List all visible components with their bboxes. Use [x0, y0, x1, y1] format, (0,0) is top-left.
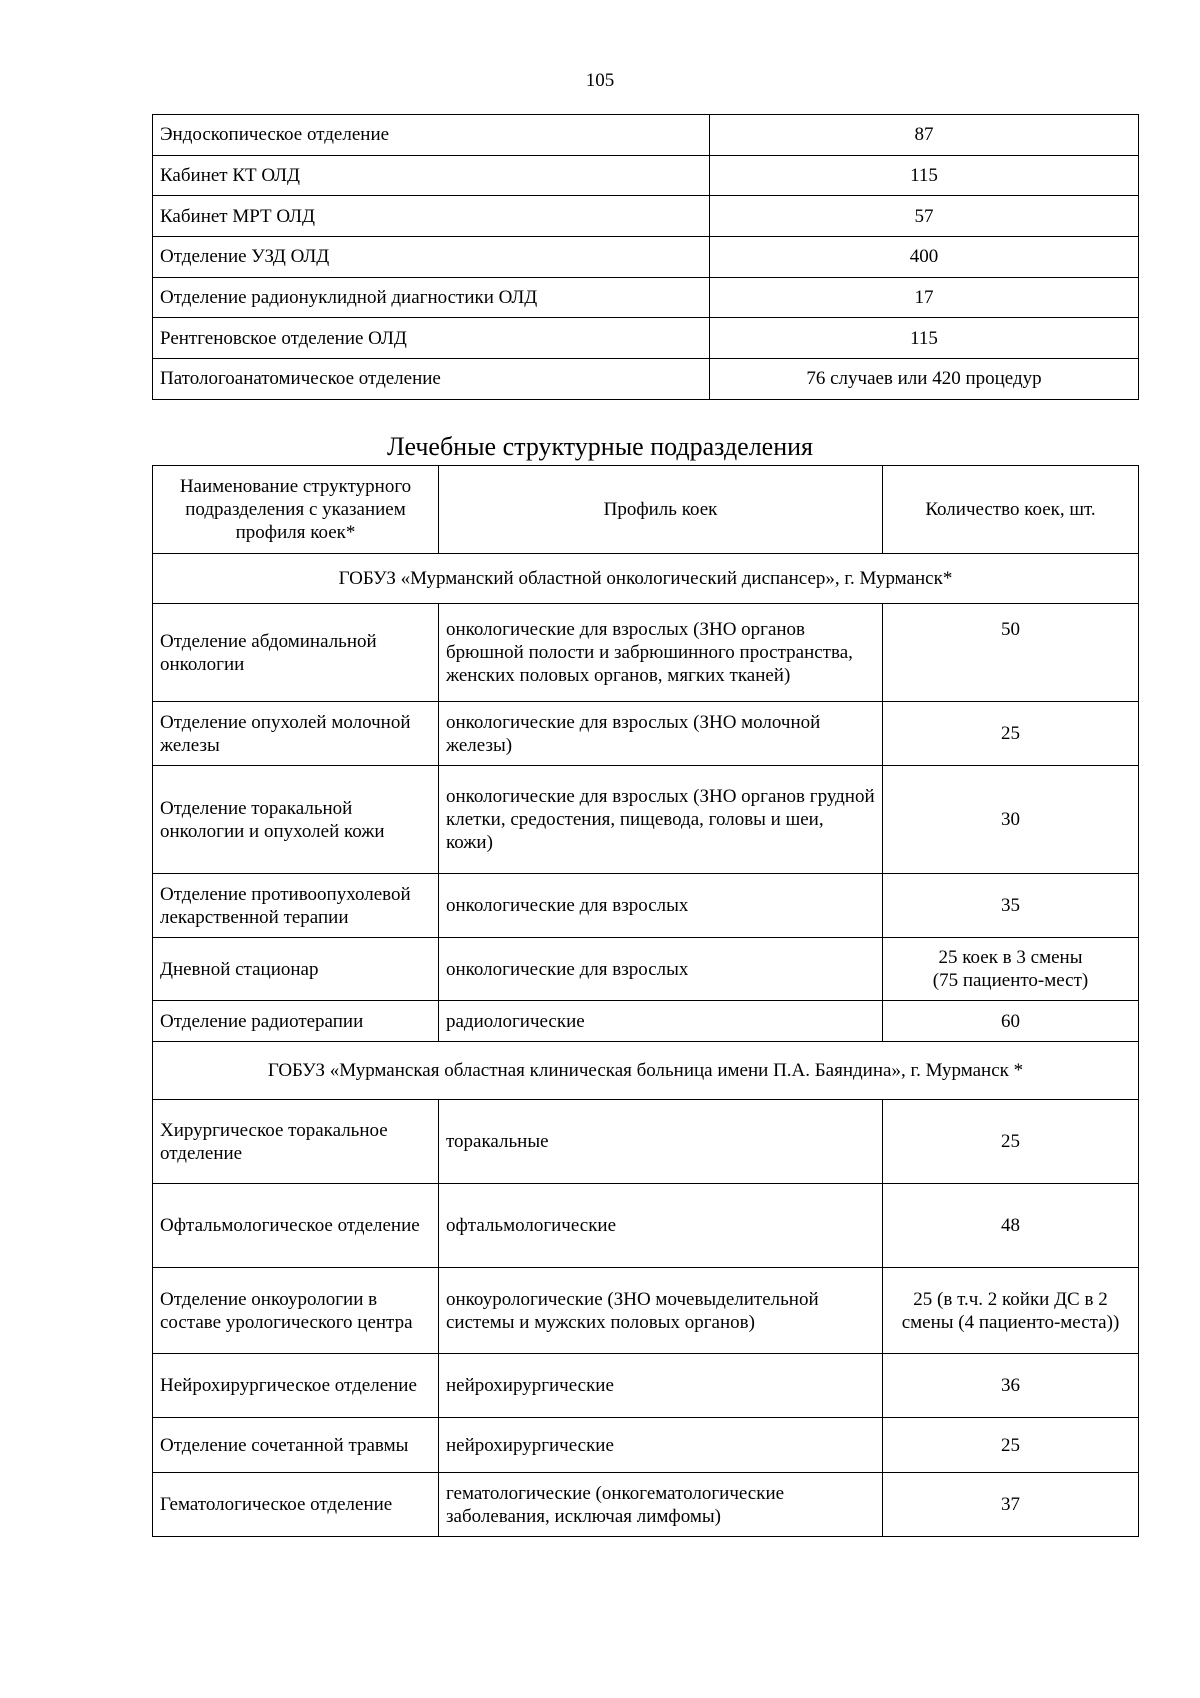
department-value: 87 — [710, 115, 1139, 156]
bed-count: 36 — [883, 1354, 1139, 1418]
section-title: Лечебные структурные подразделения — [386, 432, 814, 461]
bed-count: 35 — [883, 874, 1139, 938]
bed-profile: онкологические для взрослых — [439, 938, 883, 1001]
bed-count-line: (75 пациенто-мест) — [932, 970, 1089, 991]
bed-count: 25 (в т.ч. 2 койки ДС в 2 смены (4 пациенто-места)) — [883, 1268, 1139, 1354]
department-name: Гематологическое отделение — [153, 1473, 439, 1537]
department-value: 115 — [710, 155, 1139, 196]
department-value: 57 — [710, 196, 1139, 237]
department-name: Дневной стационар — [153, 938, 439, 1001]
table-row — [153, 1418, 1139, 1473]
department-name: Отделение абдоминальной онкологии — [153, 604, 439, 702]
table-row — [153, 874, 1139, 938]
department-name: Эндоскопическое отделение — [153, 115, 710, 156]
department-name: Кабинет КТ ОЛД — [153, 155, 710, 196]
diagnostic-table — [152, 114, 1139, 400]
header-row — [153, 466, 1139, 554]
bed-count: 25 — [883, 1100, 1139, 1184]
table-row — [153, 237, 1139, 278]
table-row — [153, 318, 1139, 359]
department-name: Патологоанатомическое отделение — [153, 359, 710, 400]
table-row — [153, 1354, 1139, 1418]
department-name: Отделение онкоурологии в составе урологического центра — [153, 1268, 439, 1354]
department-value: 115 — [710, 318, 1139, 359]
bed-count: 25 — [883, 702, 1139, 766]
department-name: Отделение торакальной онкологии и опухолей кожи — [153, 766, 439, 874]
header-name: Наименование структурного подразделения с указанием профиля коек* — [153, 466, 439, 554]
department-name: Офтальмологическое отделение — [153, 1184, 439, 1268]
page-number: 105 — [585, 70, 615, 91]
table-row — [153, 938, 1139, 1001]
bed-count: 60 — [883, 1001, 1139, 1042]
bed-count: 25 — [883, 1418, 1139, 1473]
table-row — [153, 359, 1139, 400]
bed-profile: онкоурологические (ЗНО мочевыделительной системы и мужских половых органов) — [439, 1268, 883, 1354]
bed-profile: торакальные — [439, 1100, 883, 1184]
department-name: Отделение сочетанной травмы — [153, 1418, 439, 1473]
header-count: Количество коек, шт. — [883, 466, 1139, 554]
table-row — [153, 1473, 1139, 1537]
department-name: Нейрохирургическое отделение — [153, 1354, 439, 1418]
bed-profile: гематологические (онкогематологические заболевания, исключая лимфомы) — [439, 1473, 883, 1537]
bed-profile: нейрохирургические — [439, 1354, 883, 1418]
header-profile: Профиль коек — [439, 466, 883, 554]
beds-table — [152, 465, 1139, 1537]
table-row — [153, 155, 1139, 196]
department-name: Хирургическое торакальное отделение — [153, 1100, 439, 1184]
bed-profile: радиологические — [439, 1001, 883, 1042]
table-row — [153, 1100, 1139, 1184]
bed-count-line: 25 коек в 3 смены — [938, 947, 1083, 968]
bed-profile: офтальмологические — [439, 1184, 883, 1268]
department-name: Отделение УЗД ОЛД — [153, 237, 710, 278]
bed-profile: онкологические для взрослых (ЗНО молочной железы) — [439, 702, 883, 766]
table-row — [153, 1001, 1139, 1042]
table-row — [153, 604, 1139, 702]
bed-count: 37 — [883, 1473, 1139, 1537]
bed-profile: онкологические для взрослых — [439, 874, 883, 938]
bed-profile: нейрохирургические — [439, 1418, 883, 1473]
group-title: ГОБУЗ «Мурманский областной онкологический диспансер», г. Мурманск* — [153, 554, 1139, 604]
department-value: 17 — [710, 277, 1139, 318]
table-row — [153, 702, 1139, 766]
bed-profile: онкологические для взрослых (ЗНО органов грудной клетки, средостения, пищевода, головы и шеи, кожи) — [439, 766, 883, 874]
department-name: Отделение радиотерапии — [153, 1001, 439, 1042]
bed-count: 48 — [883, 1184, 1139, 1268]
table-row — [153, 277, 1139, 318]
table-row — [153, 115, 1139, 156]
bed-profile: онкологические для взрослых (ЗНО органов брюшной полости и забрюшинного пространства, женских половых органов, мягких тканей) — [439, 604, 883, 702]
bed-count: 30 — [883, 766, 1139, 874]
department-name: Отделение опухолей молочной железы — [153, 702, 439, 766]
bed-count — [883, 938, 1139, 1001]
bed-count: 50 — [883, 604, 1139, 702]
group-row — [153, 1042, 1139, 1100]
department-name: Отделение противоопухолевой лекарственной терапии — [153, 874, 439, 938]
department-value: 76 случаев или 420 процедур — [710, 359, 1139, 400]
department-name: Рентгеновское отделение ОЛД — [153, 318, 710, 359]
table-row — [153, 196, 1139, 237]
table-row — [153, 1184, 1139, 1268]
group-row — [153, 554, 1139, 604]
department-name: Кабинет МРТ ОЛД — [153, 196, 710, 237]
department-value: 400 — [710, 237, 1139, 278]
table-row — [153, 1268, 1139, 1354]
table-row — [153, 766, 1139, 874]
group-title: ГОБУЗ «Мурманская областная клиническая больница имени П.А. Баяндина», г. Мурманск * — [153, 1042, 1139, 1100]
department-name: Отделение радионуклидной диагностики ОЛД — [153, 277, 710, 318]
